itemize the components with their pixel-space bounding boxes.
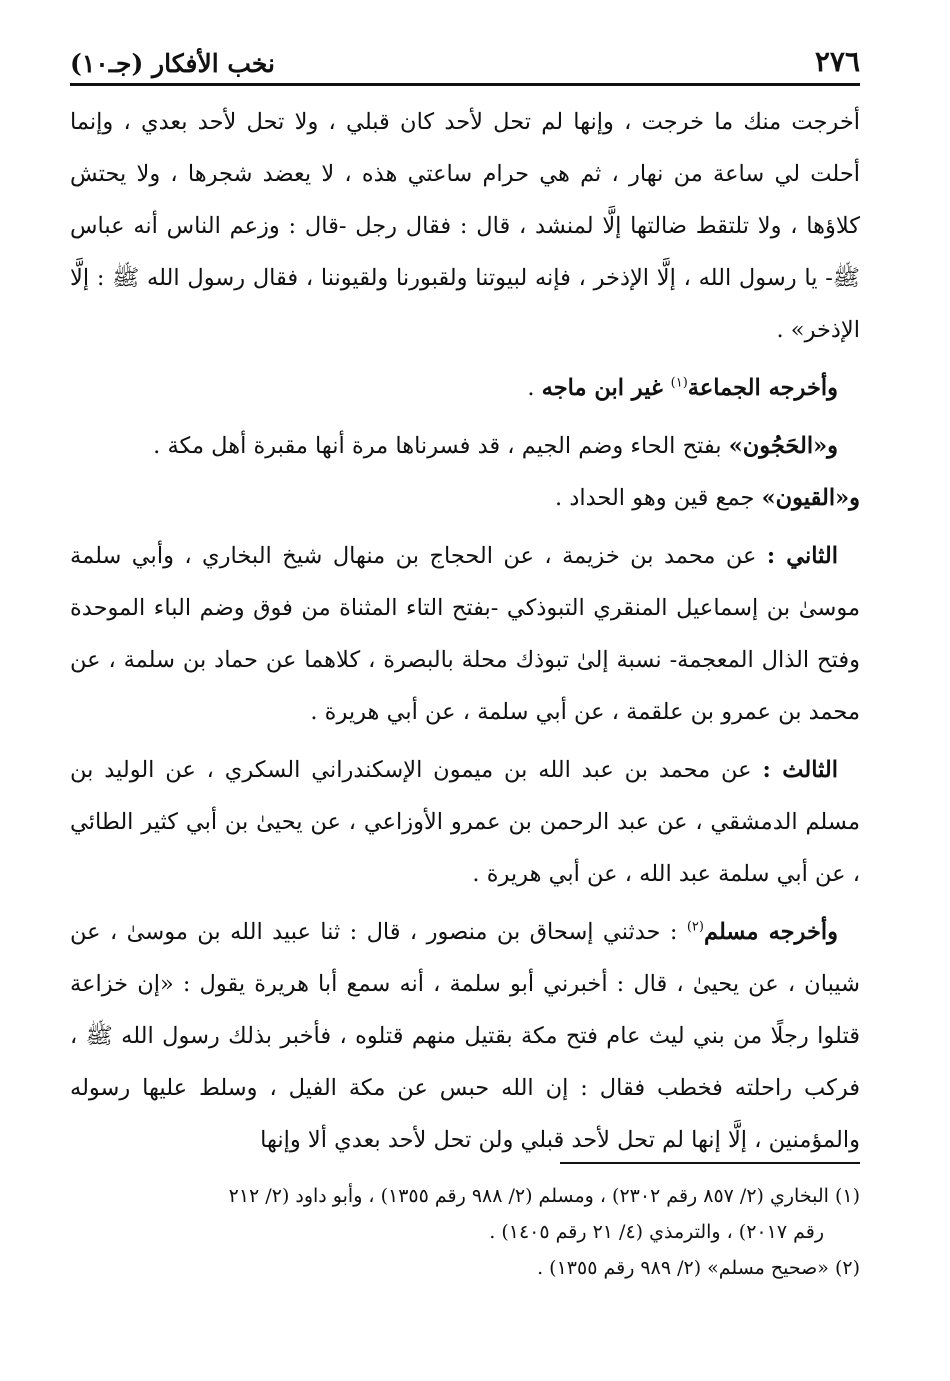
footnote-1-continuation — [70, 1214, 860, 1250]
text-run: بفتح الحاء وضم الجيم ، قد فسرناها مرة أنها مقبرة أهل مكة . — [153, 433, 729, 459]
text-line: عباس ﷺ- يا رسول الله ، إلَّا الإذخر ، فإنه لبيوتنا ولقبورنا ولقيوننا ، فقال — [70, 213, 860, 291]
page-number: ٢٧٦ — [814, 45, 860, 78]
footnote-ref-1: (١) — [670, 375, 688, 391]
text-line: : حدثني إسحاق بن منصور ، قال : ثنا عبيد الله بن موسىٰ ، — [109, 919, 687, 945]
paragraph-second-chain — [70, 530, 860, 738]
bold-lead: وأخرجه الجماعة — [687, 375, 838, 401]
footnote-ref-2: (٢) — [686, 919, 704, 935]
text-line: عليها رسوله والمؤمنين ، إلَّا إنها لم تحل لأحد قبلي ولن تحل لأحد بعدي ألا وإنها — [70, 1075, 860, 1153]
text-line: محمد بن عمرو بن علقمة ، عن أبي سلمة ، عن أبي هريرة . — [310, 699, 860, 725]
footnote-line: رقم ٢٠١٧) ، والترمذي (٤/ ٢١ رقم ١٤٠٥) . — [489, 1221, 824, 1243]
section-label-third: الثالث : — [762, 757, 839, 783]
footnote-divider — [560, 1162, 860, 1164]
paragraph-takhrij — [70, 362, 860, 414]
text-line: كلاؤها ، ولا تلتقط ضالتها إلَّا لمنشد ، قال : فقال رجل -قال : وزعم الناس أنه — [133, 213, 860, 239]
page-header — [70, 38, 860, 78]
bold-lead: وأخرجه مسلم — [703, 919, 839, 945]
text-line: أحلت لي ساعة من نهار ، ثم هي حرام ساعتي هذه ، لا يعضد شجرها ، ولا يحتش — [70, 161, 860, 187]
text-line: رسول الله ﷺ : إلَّا الإذخر» . — [70, 265, 860, 343]
paragraph-third-chain — [70, 744, 860, 900]
running-title: نخب الأفكار (جـ١٠) — [70, 49, 276, 78]
term-hajun: و«الحَجُون» — [728, 433, 838, 459]
bold-lead: غير ابن ماجه — [541, 375, 671, 401]
main-text — [70, 96, 860, 1166]
text-line: أخرجت منك ما خرجت ، وإنها لم تحل لأحد كان قبلي ، ولا تحل لأحد بعدي ، وإنما — [70, 109, 860, 135]
paragraph-muslim — [70, 906, 860, 1166]
footnotes — [70, 1178, 860, 1286]
text-line: رسول الله ﷺ ، فركب راحلته فخطب فقال : إن الله حبس عن مكة الفيل ، وسلط — [70, 1023, 860, 1101]
text-line: عن محمد بن خزيمة ، عن الحجاج بن منهال شيخ البخاري ، وأبي سلمة — [70, 543, 767, 569]
text-run: . — [527, 375, 542, 401]
text-line: عن شيبان ، عن يحيىٰ ، قال : أخبرني أبو سلمة ، أنه سمع أبا هريرة يقول : «إن — [70, 919, 860, 997]
text-line: الطائي ، عن أبي سلمة عبد الله ، عن أبي هريرة . — [70, 809, 860, 887]
text-line: وفتح الذال المعجمة- نسبة إلىٰ تبوذك محلة بالبصرة ، كلاهما عن حماد بن سلمة ، عن — [70, 647, 860, 673]
term-qiyun: و«القيون» — [761, 485, 860, 511]
text-line: موسىٰ بن إسماعيل المنقري التبوذكي -بفتح التاء المثناة من فوق وضم الباء الموحدة — [70, 595, 860, 621]
footnote-1 — [70, 1178, 860, 1214]
text-run: جمع قين وهو الحداد . — [555, 485, 762, 511]
text-line: عن محمد بن عبد الله بن ميمون الإسكندراني السكري ، عن الوليد بن — [70, 757, 763, 783]
paragraph-qiyun — [70, 472, 860, 524]
paragraph-hadith-continuation — [70, 96, 860, 356]
section-label-second: الثاني : — [766, 543, 838, 569]
header-divider — [70, 83, 860, 86]
footnote-line: (١) البخاري (٢/ ٨٥٧ رقم ٢٣٠٢) ، ومسلم (٢/ ٩٨٨ رقم ١٣٥٥) ، وأبو داود (٢/ ٢١٢ — [228, 1185, 860, 1207]
paragraph-hajun — [70, 420, 860, 472]
footnote-2 — [70, 1250, 860, 1286]
text-line: خزاعة قتلوا رجلًا من بني ليث عام فتح مكة بقتيل منهم قتلوه ، فأخبر بذلك — [70, 971, 860, 1049]
footnote-line: (٢) «صحيح مسلم» (٢/ ٩٨٩ رقم ١٣٥٥) . — [537, 1257, 860, 1279]
text-line: مسلم الدمشقي ، عن عبد الرحمن بن عمرو الأوزاعي ، عن يحيىٰ بن أبي كثير — [141, 809, 860, 835]
